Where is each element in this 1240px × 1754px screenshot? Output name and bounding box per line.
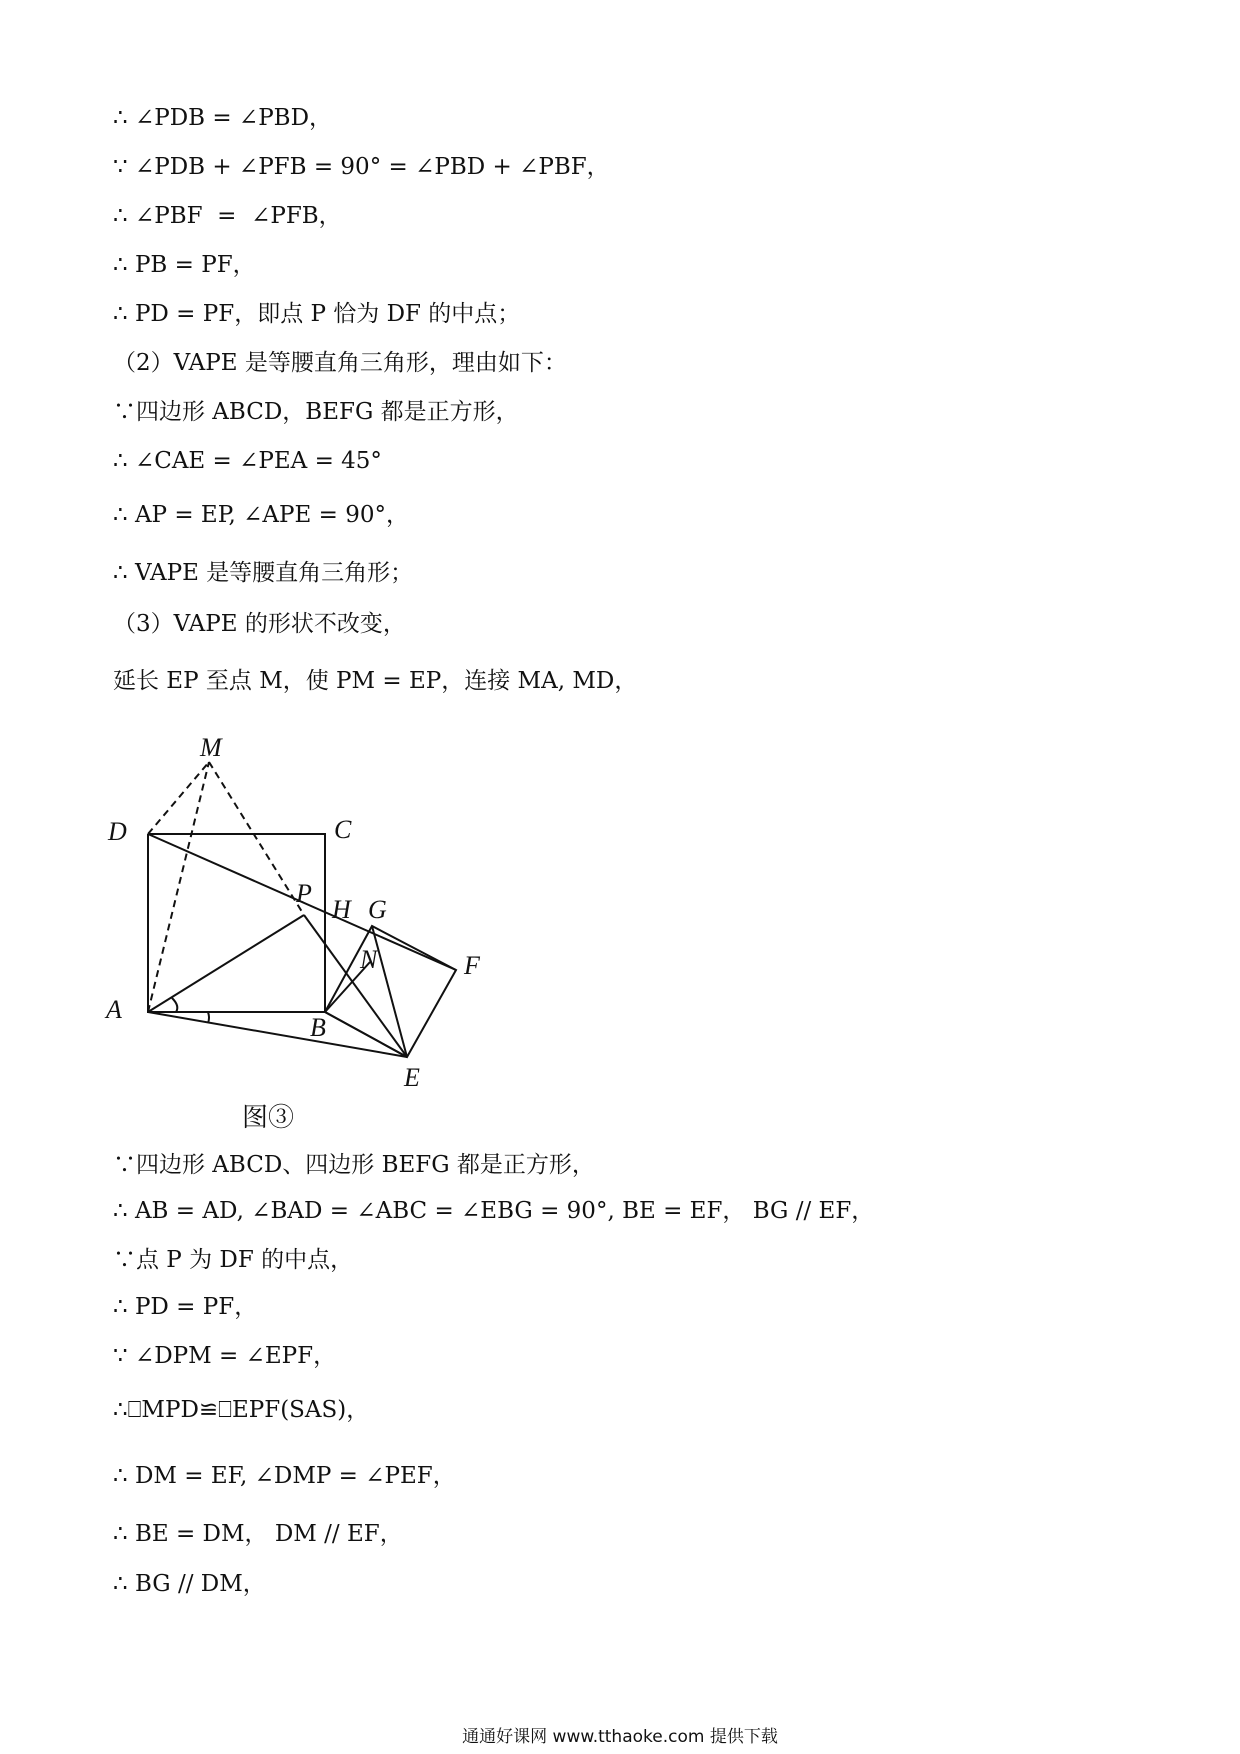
proof-line-1: ∴ ∠PDB = ∠PBD， (113, 105, 333, 131)
label-n: N (360, 945, 378, 974)
label-p: P (296, 879, 312, 908)
proof-line-18: ∴⎕MPD≌⎕EPF(SAS)， (113, 1397, 370, 1423)
label-f: F (464, 951, 480, 980)
page-footer: 通通好课网 www.tthaoke.com 提供下载 (462, 1727, 778, 1747)
proof-line-21: ∴ BG // DM， (113, 1571, 266, 1597)
angle-arc-a (172, 998, 177, 1012)
proof-line-20: ∴ BE = DM， DM // EF， (113, 1521, 403, 1547)
label-h: H (332, 895, 351, 924)
proof-line-8: ∴ ∠CAE = ∠PEA = 45° (113, 448, 382, 474)
proof-line-12: 延长 EP 至点 M，使 PM = EP，连接 MA, MD， (113, 668, 638, 694)
proof-line-9: ∴ AP = EP, ∠APE = 90°， (113, 502, 409, 528)
proof-line-3: ∴ ∠PBF = ∠PFB， (113, 203, 342, 229)
dashed-ma (148, 762, 209, 1012)
label-g: G (368, 895, 387, 924)
label-m: M (200, 733, 222, 762)
proof-line-15: ∵点 P 为 DF 的中点， (113, 1247, 354, 1273)
angle-arc-bae (208, 1012, 209, 1023)
proof-line-7: ∵四边形 ABCD，BEFG 都是正方形， (113, 399, 519, 425)
proof-line-14: ∴ AB = AD, ∠BAD = ∠ABC = ∠EBG = 90°, BE = EF， BG // EF， (113, 1198, 875, 1224)
square-abcd (148, 834, 325, 1012)
segment-ae (148, 1012, 407, 1057)
segment-ap (148, 915, 304, 1012)
label-c: C (334, 815, 352, 844)
figure-caption: 图③ (242, 1103, 295, 1133)
proof-line-11: （3）VAPE 的形状不改变， (113, 611, 406, 637)
label-b: B (310, 1013, 326, 1042)
proof-line-13: ∵四边形 ABCD、四边形 BEFG 都是正方形， (113, 1152, 595, 1178)
proof-line-16: ∴ PD = PF， (113, 1294, 258, 1320)
dashed-mp (209, 762, 304, 915)
proof-line-2: ∵ ∠PDB + ∠PFB = 90° = ∠PBD + ∠PBF， (113, 154, 610, 180)
proof-line-5: ∴ PD = PF，即点 P 恰为 DF 的中点； (113, 301, 521, 327)
geometry-figure (100, 700, 520, 1090)
label-e: E (404, 1063, 420, 1090)
label-a: A (106, 995, 122, 1024)
proof-line-19: ∴ DM = EF, ∠DMP = ∠PEF， (113, 1463, 456, 1489)
proof-line-6: （2）VAPE 是等腰直角三角形，理由如下： (113, 350, 567, 376)
proof-line-4: ∴ PB = PF， (113, 252, 256, 278)
proof-line-10: ∴ VAPE 是等腰直角三角形； (113, 560, 414, 586)
proof-line-17: ∵ ∠DPM = ∠EPF， (113, 1343, 337, 1369)
label-d: D (108, 817, 127, 846)
